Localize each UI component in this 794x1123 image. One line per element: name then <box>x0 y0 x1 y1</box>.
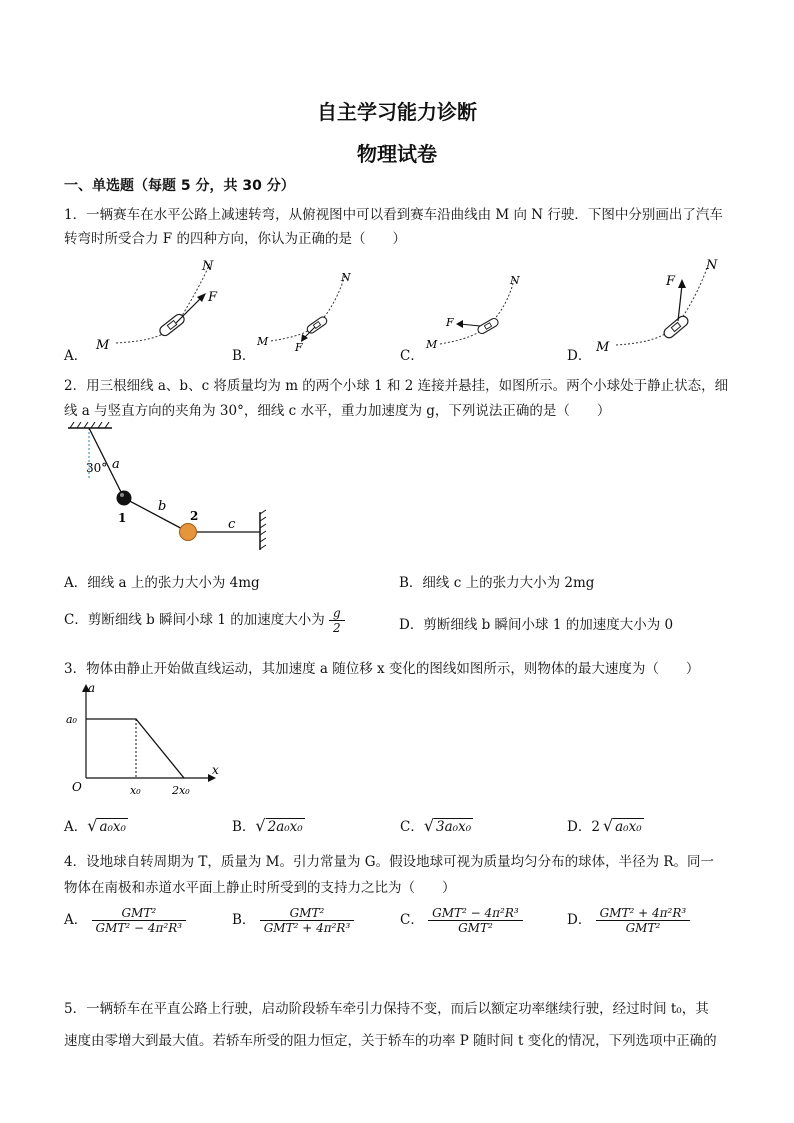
q3-origin-label: O <box>72 780 82 794</box>
q4-option-d-num: GMT² + 4π²R³ <box>596 906 691 921</box>
q1-figure-c <box>422 270 532 355</box>
q2-option-c-den: 2 <box>333 621 341 635</box>
q1-text-line1: 1．一辆赛车在水平公路上减速转弯，从俯视图中可以看到赛车沿曲线由 M 向 N 行驶．下图中分别画出了汽车 <box>64 207 723 223</box>
q2-string-a-label: a <box>112 457 120 472</box>
q4-option-c-den: GMT² <box>458 921 493 935</box>
q4-option-a-label: A． <box>64 912 88 928</box>
q4-option-a-fraction <box>92 906 187 935</box>
q1-figure-b <box>255 265 365 355</box>
q4-option-c <box>400 906 523 935</box>
q2-text-line1: 2．用三根细线 a、b、c 将质量均为 m 的两个小球 1 和 2 连接并悬挂，如图所示。两个小球处于静止状态，细 <box>64 378 729 394</box>
q2-ball1-label: 1 <box>118 511 127 525</box>
q1-option-c-label: C． <box>400 348 424 364</box>
q3-text-line1: 3．物体由静止开始做直线运动，其加速度 a 随位移 x 变化的图线如图所示，则物体的最大速度为（ ） <box>64 661 700 677</box>
q4-option-d-label: D． <box>567 912 592 928</box>
q3-option-b-radicand: 2a₀x₀ <box>267 819 303 835</box>
q4-text-line2: 物体在南极和赤道水平面上静止时所受到的支持力之比为（ ） <box>64 880 456 896</box>
q5-text-line2: 速度由零增大到最大值。若轿车所受的阻力恒定，关于轿车的功率 P 随时间 t 变化的情况，下列选项中正确的 <box>64 1033 717 1049</box>
q2-option-d: D．剪断细线 b 瞬间小球 1 的加速度大小为 0 <box>399 617 674 633</box>
q4-option-d-fraction <box>596 906 691 935</box>
q3-data-line <box>86 719 184 778</box>
q1-option-a-label: A． <box>64 348 88 364</box>
q3-option-d-radicand: a₀x₀ <box>615 819 642 835</box>
q2-text-line2: 线 a 与竖直方向的夹角为 30°，细线 c 水平，重力加速度为 g，下列说法正确的是（ ） <box>64 403 611 419</box>
ball-1 <box>117 491 132 506</box>
q2-angle-label: 30° <box>86 461 108 475</box>
q3-option-a-label: A． <box>64 819 88 835</box>
q1-text-line2: 转弯时所受合力 F 的四种方向，你认为正确的是（ ） <box>64 231 406 247</box>
q1b-n-label: N <box>341 271 351 284</box>
q3-option-a <box>64 815 128 835</box>
q3-x0-label: x₀ <box>130 784 141 797</box>
q1a-f-label: F <box>208 290 218 305</box>
sqrt-icon: √ <box>87 816 98 835</box>
q4-option-c-fraction <box>428 906 523 935</box>
q1c-f-label: F <box>446 316 454 329</box>
q4-option-d-den: GMT² <box>625 921 661 935</box>
q3-x-axis-label: x <box>212 763 219 777</box>
ball-2 <box>180 524 197 541</box>
q1c-n-label: N <box>510 274 520 287</box>
q3-option-a-radicand: a₀x₀ <box>99 819 126 835</box>
section-heading: 一、单选题（每题 5 分，共 30 分） <box>64 178 295 194</box>
q5-text-line1: 5．一辆轿车在平直公路上行驶，启动阶段轿车牵引力保持不变，而后以额定功率继续行驶，经过时间 t₀，其 <box>64 1001 709 1017</box>
q3-option-c-radicand: 3a₀x₀ <box>436 819 472 835</box>
q3-y-axis-label: a <box>88 681 96 695</box>
q1d-n-label: N <box>706 258 718 273</box>
q4-option-b-num: GMT² <box>260 906 355 921</box>
q3-a0-label: a₀ <box>66 713 77 726</box>
page-subtitle: 物理试卷 <box>357 142 437 166</box>
q4-option-a-num: GMT² <box>92 906 187 921</box>
q2-ball2-label: 2 <box>190 509 199 523</box>
q1a-m-label: M <box>96 338 110 353</box>
q1-figure-d <box>592 255 732 355</box>
q4-option-b-fraction <box>260 906 355 935</box>
q1-option-b-label: B． <box>232 348 256 364</box>
q3-option-c <box>400 815 473 835</box>
q4-option-c-num: GMT² − 4π²R³ <box>428 906 523 921</box>
q1a-n-label: N <box>202 259 214 274</box>
q3-option-d-label: D． <box>567 819 592 835</box>
sqrt-icon: √ <box>255 816 266 835</box>
q4-option-d <box>567 906 690 935</box>
q3-2x0-label: 2x₀ <box>172 784 190 797</box>
q4-option-a <box>64 906 186 935</box>
q2-option-b: B．细线 c 上的张力大小为 2mg <box>399 575 595 591</box>
q1d-m-label: M <box>596 340 610 355</box>
q2-option-c <box>64 606 345 635</box>
q1d-f-label: F <box>666 274 676 289</box>
q2-option-c-text: C．剪断细线 b 瞬间小球 1 的加速度大小为 <box>64 612 325 628</box>
q4-option-b-label: B． <box>232 912 256 928</box>
page-title: 自主学习能力诊断 <box>317 100 477 124</box>
q1-figure-a <box>88 255 228 355</box>
sqrt-icon: √ <box>602 816 614 835</box>
q2-option-c-num: g <box>329 606 345 621</box>
q1c-m-label: M <box>426 338 438 351</box>
q3-option-b-label: B． <box>232 819 256 835</box>
q2-string-b-label: b <box>158 499 167 514</box>
q2-string-c-label: c <box>228 517 236 532</box>
q4-text-line1: 4．设地球自转周期为 T，质量为 M。引力常量为 G。假设地球可视为质量均匀分布的球体，半径为 R。同一 <box>64 854 715 870</box>
q3-option-d <box>567 815 644 835</box>
q1b-f-label: F <box>295 341 303 354</box>
q4-option-c-label: C． <box>400 912 424 928</box>
q3-option-c-label: C． <box>400 819 424 835</box>
q3-option-b <box>232 815 305 835</box>
q1b-m-label: M <box>257 335 269 348</box>
q4-option-b-den: GMT² + 4π²R³ <box>263 921 351 935</box>
q3-graph <box>62 678 222 800</box>
q4-option-b <box>232 906 354 935</box>
q4-option-a-den: GMT² − 4π²R³ <box>95 921 183 935</box>
sqrt-icon: √ <box>423 816 435 835</box>
q3-option-d-coef: 2 <box>591 819 600 835</box>
q2-option-c-fraction <box>329 606 345 635</box>
q2-option-a: A．细线 a 上的张力大小为 4mg <box>64 575 260 591</box>
q2-figure <box>62 422 282 554</box>
q1-option-d-label: D． <box>567 348 592 364</box>
